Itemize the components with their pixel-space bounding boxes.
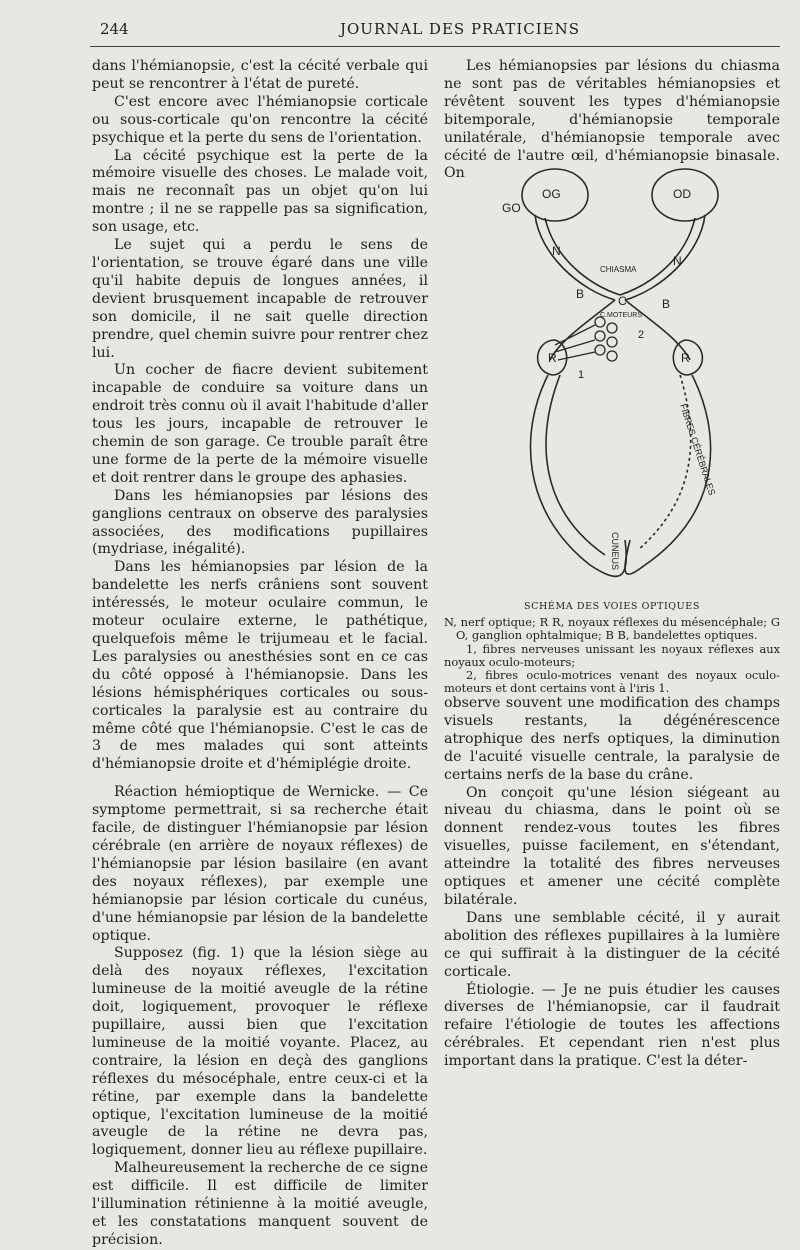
figure-caption <box>444 600 780 695</box>
label-c: C <box>618 294 627 308</box>
figure-title: SCHÉMA DES VOIES OPTIQUES <box>524 601 700 612</box>
page-number: 244 <box>100 20 129 38</box>
caption-line: 2, fibres oculo-motrices venant des noyaux oculo-moteurs et dont certains vont à l'iris 1. <box>444 668 780 696</box>
paragraph: Dans les hémianopsies par lésion de la bandelette les nerfs crâniens sont souvent intéressés, le moteur oculaire commun, le moteur oculaire externe, le pathétique, quelquefois même le trijumeau et le facial. Les paralysies ou anesthésies sont en ce cas du côté opposé à l'hémianopsie. Dans les lésions hémisphériques corticales ou sous-corticales la paralysie est au contraire du même côté que l'hémianopsie. C'est le cas de 3 de mes malades qui sont atteints d'hémianopsie droite et d'hémiplégie droite. <box>92 559 428 773</box>
paragraph: Dans une semblable cécité, il y aurait abolition des réflexes pupillaires à la lumière ce qui suffirait à la distinguer de la cécité corticale. <box>444 909 780 980</box>
paragraph: On conçoit qu'une lésion siégeant au niveau du chiasma, dans le point où se donnent rendez-vous toutes les fibres visuelles, puisse facilement, en s'étendant, atteindre la totalité des fibres nerveuses optiques et amener une cécité complète bilatérale. <box>444 784 780 908</box>
paragraph: Un cocher de fiacre devient subitement incapable de conduire sa voiture dans un endroit très connu où il avait l'habitude d'aller tous les jours, incapable de retrouver le chemin de son garage. Ce trouble paraît être une forme de la perte de la mémoire visuelle et doit rentrer dans le groupe des aphasies. <box>92 362 428 486</box>
paragraph: Dans les hémianopsies par lésions des ganglions centraux on observe des paralysies associées, des modifications pupillaires (mydriase, inégalité). <box>92 487 428 558</box>
running-title: JOURNAL DES PRATICIENS <box>340 20 581 38</box>
label-n-right: N <box>673 254 682 268</box>
paragraph: Malheureusement la recherche de ce signe est difficile. Il est difficile de limiter l'illumination rétinienne à la moitié aveugle, et les constatations manquent souvent de précision. <box>92 1160 428 1248</box>
label-c-moteurs: C.MOTEURS <box>600 312 642 319</box>
right-column-bottom <box>444 695 780 1071</box>
label-r-right: R <box>681 351 690 365</box>
optic-pathways-diagram <box>480 160 740 600</box>
label-chiasma: CHIASMA <box>600 265 637 274</box>
label-fibres-cerebrales: FIBRES CÉRÉBRALES <box>678 402 718 497</box>
paragraph: La cécité psychique est la perte de la mémoire visuelle des choses. Le malade voit, mais ne reconnaît pas un objet qu'on lui montre ; il ne se rappelle pas sa signification, son usage, etc. <box>92 147 428 236</box>
label-1: 1 <box>578 369 585 381</box>
label-r-left: R <box>548 351 557 365</box>
page-header <box>90 18 780 47</box>
left-column <box>92 58 428 1250</box>
label-cuneus: CUNEUS <box>610 532 620 571</box>
label-n-left: N <box>552 244 561 258</box>
paragraph: Les hémianopsies par lésions du chiasma ne sont pas de véritables hémianopsies et révêtent souvent les types d'hémianopsie bitemporale, d'hémianopsie temporale unilatérale, d'hémianopsie temporale avec cécité de l'autre œil, d'hémianopsie binasale. On <box>444 58 780 182</box>
paragraph: observe souvent une modification des champs visuels restants, la dégénérescence atrophique des nerfs optiques, la diminution de l'acuité visuelle centrale, la paralysie de certains nerfs de la base du crâne. <box>444 695 780 783</box>
caption-line: N, nerf optique; R R, noyaux réflexes du mésencéphale; G O, ganglion ophtalmique; B B, bandelettes optiques. <box>444 615 780 643</box>
paragraph: Le sujet qui a perdu le sens de l'orientation, se trouve égaré dans une ville qu'il habite depuis de longues années, il devient brusquement incapable de retrouver son domicile, il ne sait quelle direction prendre, quel chemin suivre pour rentrer chez lui. <box>92 237 428 361</box>
caption-line: 1, fibres nerveuses unissant les noyaux réflexes aux noyaux oculo-moteurs; <box>444 641 780 669</box>
label-go: GO <box>502 201 521 215</box>
paragraph-wernicke: Réaction hémioptique de Wernicke. — Ce symptome permettrait, si sa recherche était facile, de distinguer l'hémianopsie par lésion cérébrale (en arrière de noyaux réflexes) de l'hémianopsie par lésion basilaire (en avant des noyaux réflexes), par exemple une hémianopsie par lésion corticale du cunéus, d'une hémianopsie par lésion de la bandelette optique. <box>92 784 428 944</box>
paragraph: dans l'hémianopsie, c'est la cécité verbale qui peut se rencontrer à l'état de pureté. <box>92 58 428 92</box>
label-2: 2 <box>638 329 645 341</box>
right-cerebral-fibres <box>625 375 711 574</box>
label-og: OG <box>542 187 561 201</box>
label-b-left: B <box>576 287 585 301</box>
label-b-right: B <box>662 297 671 311</box>
paragraph: C'est encore avec l'hémianopsie corticale ou sous-corticale qu'on rencontre la cécité psychique et la perte du sens de l'orientation. <box>92 93 428 146</box>
paragraph: Supposez (fig. 1) que la lésion siège au delà des noyaux réflexes, l'excitation lumineuse de la moitié aveugle de la rétine doit, logiquement, provoquer le réflexe pupillaire, aussi bien que l'excitation lumineuse de la moitié voyante. Placez, au contraire, la lésion en deçà des ganglions réflexes du mésocéphale, entre ceux-ci et la rétine, par exemple dans la bandelette optique, l'excitation lumineuse de la moitié aveugle de la rétine ne devra pas, logiquement, donner lieu au réflexe pupillaire. <box>92 945 428 1159</box>
label-od: OD <box>673 187 691 201</box>
paragraph-etiologie: Étiologie. — Je ne puis étudier les causes diverses de l'hémianopsie, car il faudrait refaire l'étiologie de toutes les affections cérébrales. Et cependant rien n'est plus important dans la pratique. C'est la déter- <box>444 981 780 1070</box>
